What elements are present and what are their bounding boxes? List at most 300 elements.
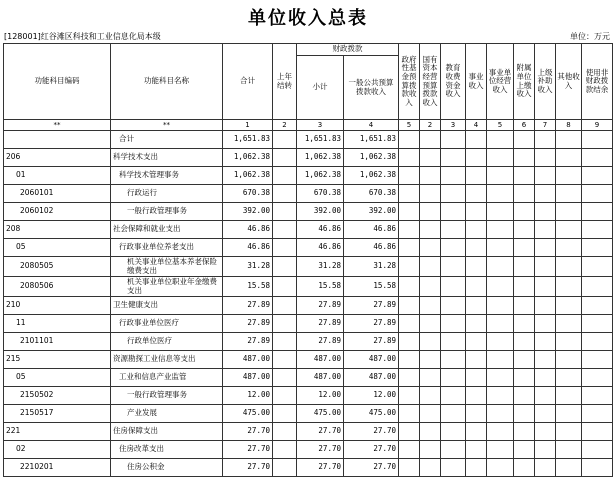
index-cell: 3 xyxy=(441,120,466,131)
cell-empty xyxy=(535,149,556,167)
cell-carryover xyxy=(273,221,297,239)
cell-empty xyxy=(399,441,420,459)
cell-subtotal: 27.70 xyxy=(297,459,344,477)
table-row xyxy=(4,185,613,203)
cell-empty xyxy=(441,131,466,149)
cell-subtotal: 27.70 xyxy=(297,423,344,441)
table-row xyxy=(4,351,613,369)
cell-empty xyxy=(535,185,556,203)
cell-empty xyxy=(420,203,441,221)
cell-code: 221 xyxy=(4,423,111,441)
cell-empty xyxy=(514,277,535,297)
cell-general-budget: 12.00 xyxy=(344,387,399,405)
cell-empty xyxy=(556,297,582,315)
cell-empty xyxy=(487,257,514,277)
table-row xyxy=(4,369,613,387)
table-row xyxy=(4,333,613,351)
header-name: 功能科目名称 xyxy=(111,44,223,120)
cell-total: 46.86 xyxy=(223,221,273,239)
cell-empty xyxy=(514,149,535,167)
cell-empty xyxy=(441,315,466,333)
table-row xyxy=(4,257,613,277)
cell-empty xyxy=(399,405,420,423)
cell-empty xyxy=(399,185,420,203)
cell-empty xyxy=(535,277,556,297)
cell-carryover xyxy=(273,405,297,423)
cell-empty xyxy=(466,441,487,459)
cell-total: 487.00 xyxy=(223,351,273,369)
cell-code: 2150502 xyxy=(4,387,111,405)
cell-empty xyxy=(514,351,535,369)
cell-empty xyxy=(399,351,420,369)
cell-empty xyxy=(399,257,420,277)
cell-empty xyxy=(466,351,487,369)
cell-name: 一般行政管理事务 xyxy=(111,203,223,221)
cell-subtotal: 27.89 xyxy=(297,315,344,333)
cell-empty xyxy=(487,277,514,297)
cell-empty xyxy=(582,315,613,333)
cell-general-budget: 27.89 xyxy=(344,297,399,315)
cell-carryover xyxy=(273,203,297,221)
header-total: 合计 xyxy=(223,44,273,120)
index-cell: 9 xyxy=(582,120,613,131)
cell-empty xyxy=(441,257,466,277)
cell-empty xyxy=(420,131,441,149)
cell-code: 01 xyxy=(4,167,111,185)
cell-empty xyxy=(441,297,466,315)
table-row xyxy=(4,423,613,441)
cell-empty xyxy=(487,131,514,149)
cell-carryover xyxy=(273,297,297,315)
cell-empty xyxy=(535,315,556,333)
cell-name: 科学技术支出 xyxy=(111,149,223,167)
cell-code: 210 xyxy=(4,297,111,315)
cell-total: 392.00 xyxy=(223,203,273,221)
table-row xyxy=(4,297,613,315)
cell-empty xyxy=(582,277,613,297)
cell-subtotal: 475.00 xyxy=(297,405,344,423)
cell-name: 行政单位医疗 xyxy=(111,333,223,351)
cell-subtotal: 12.00 xyxy=(297,387,344,405)
cell-empty xyxy=(441,203,466,221)
cell-empty xyxy=(420,441,441,459)
header-business-income: 事业收入 xyxy=(466,44,487,120)
cell-empty xyxy=(556,351,582,369)
cell-empty xyxy=(441,351,466,369)
cell-empty xyxy=(487,239,514,257)
header-state-capital: 国有资本经营预算拨款收入 xyxy=(420,44,441,120)
cell-empty xyxy=(399,387,420,405)
cell-empty xyxy=(466,297,487,315)
cell-empty xyxy=(556,459,582,477)
cell-general-budget: 31.28 xyxy=(344,257,399,277)
table-row xyxy=(4,441,613,459)
cell-carryover xyxy=(273,277,297,297)
cell-empty xyxy=(441,239,466,257)
cell-empty xyxy=(466,423,487,441)
cell-total: 1,062.38 xyxy=(223,167,273,185)
organization-label: [128001]红谷滩区科技和工业信息化局本级 xyxy=(4,32,161,41)
cell-empty xyxy=(535,297,556,315)
cell-empty xyxy=(556,369,582,387)
table-row xyxy=(4,131,613,149)
cell-name: 住房保障支出 xyxy=(111,423,223,441)
cell-empty xyxy=(399,369,420,387)
cell-empty xyxy=(487,387,514,405)
cell-empty xyxy=(556,203,582,221)
cell-empty xyxy=(487,423,514,441)
cell-empty xyxy=(487,369,514,387)
header-code: 功能科目编码 xyxy=(4,44,111,120)
cell-name: 住房改革支出 xyxy=(111,441,223,459)
table-row xyxy=(4,315,613,333)
header-gov-fund: 政府性基金预算拨款收入 xyxy=(399,44,420,120)
cell-subtotal: 31.28 xyxy=(297,257,344,277)
cell-empty xyxy=(535,257,556,277)
cell-empty xyxy=(487,297,514,315)
cell-subtotal: 1,062.38 xyxy=(297,149,344,167)
cell-total: 1,651.83 xyxy=(223,131,273,149)
cell-empty xyxy=(582,131,613,149)
cell-empty xyxy=(514,257,535,277)
cell-carryover xyxy=(273,167,297,185)
cell-general-budget: 15.58 xyxy=(344,277,399,297)
cell-empty xyxy=(466,131,487,149)
cell-empty xyxy=(466,369,487,387)
cell-empty xyxy=(399,131,420,149)
cell-empty xyxy=(487,149,514,167)
cell-empty xyxy=(514,239,535,257)
cell-empty xyxy=(466,167,487,185)
cell-empty xyxy=(487,351,514,369)
cell-code: 2080506 xyxy=(4,277,111,297)
cell-name: 卫生健康支出 xyxy=(111,297,223,315)
report-title: 单位收入总表 xyxy=(248,8,368,29)
cell-empty xyxy=(487,203,514,221)
cell-empty xyxy=(441,221,466,239)
cell-empty xyxy=(556,387,582,405)
cell-general-budget: 46.86 xyxy=(344,239,399,257)
cell-code: 206 xyxy=(4,149,111,167)
cell-empty xyxy=(466,459,487,477)
table-row xyxy=(4,149,613,167)
cell-empty xyxy=(535,221,556,239)
cell-code: 2101101 xyxy=(4,333,111,351)
cell-name: 一般行政管理事务 xyxy=(111,387,223,405)
cell-general-budget: 1,062.38 xyxy=(344,149,399,167)
cell-empty xyxy=(420,315,441,333)
header-other-income: 其他收入 xyxy=(556,44,582,120)
cell-empty xyxy=(487,185,514,203)
cell-total: 1,062.38 xyxy=(223,149,273,167)
table-row xyxy=(4,167,613,185)
cell-empty xyxy=(514,333,535,351)
cell-empty xyxy=(441,185,466,203)
cell-empty xyxy=(487,459,514,477)
cell-general-budget: 27.89 xyxy=(344,333,399,351)
cell-total: 487.00 xyxy=(223,369,273,387)
cell-general-budget: 392.00 xyxy=(344,203,399,221)
cell-empty xyxy=(441,369,466,387)
cell-carryover xyxy=(273,387,297,405)
index-cell: 4 xyxy=(466,120,487,131)
cell-empty xyxy=(487,221,514,239)
cell-general-budget: 487.00 xyxy=(344,369,399,387)
cell-name: 行政事业单位医疗 xyxy=(111,315,223,333)
cell-empty xyxy=(399,149,420,167)
cell-empty xyxy=(535,203,556,221)
cell-empty xyxy=(582,185,613,203)
cell-carryover xyxy=(273,333,297,351)
cell-empty xyxy=(466,333,487,351)
cell-empty xyxy=(582,333,613,351)
cell-code: 208 xyxy=(4,221,111,239)
cell-general-budget: 1,651.83 xyxy=(344,131,399,149)
cell-empty xyxy=(535,167,556,185)
header-fiscal-group: 财政拨款 xyxy=(297,44,399,56)
cell-empty xyxy=(420,257,441,277)
index-cell: ** xyxy=(111,120,223,131)
table-row xyxy=(4,277,613,297)
table-row xyxy=(4,221,613,239)
index-cell: ** xyxy=(4,120,111,131)
cell-total: 27.70 xyxy=(223,423,273,441)
cell-carryover xyxy=(273,239,297,257)
cell-empty xyxy=(556,333,582,351)
cell-subtotal: 1,062.38 xyxy=(297,167,344,185)
cell-name: 住房公积金 xyxy=(111,459,223,477)
cell-empty xyxy=(399,459,420,477)
cell-empty xyxy=(441,149,466,167)
cell-empty xyxy=(582,149,613,167)
cell-code xyxy=(4,131,111,149)
cell-code: 2210201 xyxy=(4,459,111,477)
cell-empty xyxy=(535,405,556,423)
cell-empty xyxy=(514,369,535,387)
cell-empty xyxy=(556,167,582,185)
index-cell: 6 xyxy=(514,120,535,131)
cell-empty xyxy=(582,167,613,185)
cell-empty xyxy=(420,167,441,185)
cell-empty xyxy=(535,459,556,477)
cell-empty xyxy=(441,423,466,441)
cell-subtotal: 487.00 xyxy=(297,351,344,369)
cell-code: 2150517 xyxy=(4,405,111,423)
cell-name: 行政运行 xyxy=(111,185,223,203)
unit-label: 单位：万元 xyxy=(570,32,610,41)
cell-subtotal: 46.86 xyxy=(297,221,344,239)
cell-empty xyxy=(441,277,466,297)
cell-subtotal: 392.00 xyxy=(297,203,344,221)
cell-empty xyxy=(535,423,556,441)
cell-empty xyxy=(556,423,582,441)
cell-empty xyxy=(441,441,466,459)
cell-empty xyxy=(487,441,514,459)
cell-empty xyxy=(514,221,535,239)
cell-empty xyxy=(582,387,613,405)
header-nonfiscal-carryover: 使用非财政拨款结余 xyxy=(582,44,613,120)
cell-total: 27.70 xyxy=(223,441,273,459)
cell-empty xyxy=(420,387,441,405)
index-cell: 4 xyxy=(344,120,399,131)
cell-empty xyxy=(420,149,441,167)
cell-empty xyxy=(582,239,613,257)
cell-empty xyxy=(399,423,420,441)
cell-total: 27.89 xyxy=(223,315,273,333)
cell-empty xyxy=(399,203,420,221)
cell-empty xyxy=(535,131,556,149)
cell-empty xyxy=(556,131,582,149)
cell-empty xyxy=(582,459,613,477)
cell-carryover xyxy=(273,149,297,167)
cell-carryover xyxy=(273,257,297,277)
cell-name: 机关事业单位职业年金缴费支出 xyxy=(111,277,223,297)
cell-empty xyxy=(399,277,420,297)
cell-carryover xyxy=(273,423,297,441)
cell-empty xyxy=(466,149,487,167)
cell-subtotal: 670.38 xyxy=(297,185,344,203)
cell-name: 行政事业单位养老支出 xyxy=(111,239,223,257)
index-cell: 2 xyxy=(420,120,441,131)
cell-code: 215 xyxy=(4,351,111,369)
table-row xyxy=(4,239,613,257)
cell-general-budget: 487.00 xyxy=(344,351,399,369)
cell-total: 27.70 xyxy=(223,459,273,477)
cell-empty xyxy=(582,257,613,277)
cell-empty xyxy=(487,405,514,423)
cell-empty xyxy=(535,333,556,351)
cell-empty xyxy=(466,387,487,405)
cell-empty xyxy=(466,221,487,239)
cell-general-budget: 670.38 xyxy=(344,185,399,203)
cell-empty xyxy=(487,315,514,333)
cell-empty xyxy=(420,459,441,477)
cell-empty xyxy=(466,203,487,221)
cell-empty xyxy=(420,277,441,297)
cell-total: 31.28 xyxy=(223,257,273,277)
cell-empty xyxy=(514,387,535,405)
cell-empty xyxy=(582,351,613,369)
cell-empty xyxy=(466,239,487,257)
cell-code: 11 xyxy=(4,315,111,333)
cell-empty xyxy=(582,297,613,315)
cell-general-budget: 27.89 xyxy=(344,315,399,333)
cell-code: 02 xyxy=(4,441,111,459)
table-row xyxy=(4,459,613,477)
cell-carryover xyxy=(273,185,297,203)
header-general-budget: 一般公共预算拨款收入 xyxy=(344,56,399,120)
cell-empty xyxy=(487,333,514,351)
cell-subtotal: 487.00 xyxy=(297,369,344,387)
cell-empty xyxy=(514,131,535,149)
cell-empty xyxy=(466,315,487,333)
cell-name: 机关事业单位基本养老保险缴费支出 xyxy=(111,257,223,277)
header-edu-fee: 教育收费资金收入 xyxy=(441,44,466,120)
index-cell: 2 xyxy=(273,120,297,131)
cell-empty xyxy=(420,185,441,203)
index-cell: 1 xyxy=(223,120,273,131)
cell-empty xyxy=(420,369,441,387)
cell-empty xyxy=(420,221,441,239)
cell-empty xyxy=(556,185,582,203)
cell-carryover xyxy=(273,131,297,149)
cell-general-budget: 27.70 xyxy=(344,423,399,441)
cell-empty xyxy=(582,221,613,239)
cell-carryover xyxy=(273,459,297,477)
cell-general-budget: 1,062.38 xyxy=(344,167,399,185)
index-cell: 8 xyxy=(556,120,582,131)
cell-empty xyxy=(466,185,487,203)
cell-subtotal: 27.70 xyxy=(297,441,344,459)
income-summary-table xyxy=(3,43,613,477)
cell-empty xyxy=(441,387,466,405)
cell-empty xyxy=(535,441,556,459)
cell-subtotal: 15.58 xyxy=(297,277,344,297)
header-superior-subsidy: 上级补助收入 xyxy=(535,44,556,120)
cell-code: 2060102 xyxy=(4,203,111,221)
cell-empty xyxy=(556,441,582,459)
cell-general-budget: 475.00 xyxy=(344,405,399,423)
cell-empty xyxy=(420,351,441,369)
cell-name: 科学技术管理事务 xyxy=(111,167,223,185)
cell-name: 资源勘探工业信息等支出 xyxy=(111,351,223,369)
cell-empty xyxy=(441,333,466,351)
cell-empty xyxy=(556,277,582,297)
cell-empty xyxy=(466,405,487,423)
cell-name: 工业和信息产业监管 xyxy=(111,369,223,387)
cell-empty xyxy=(514,405,535,423)
cell-carryover xyxy=(273,315,297,333)
cell-total: 475.00 xyxy=(223,405,273,423)
cell-empty xyxy=(535,351,556,369)
cell-empty xyxy=(399,221,420,239)
cell-empty xyxy=(420,405,441,423)
cell-carryover xyxy=(273,441,297,459)
cell-empty xyxy=(514,185,535,203)
header-business-unit-operating: 事业单位经营收入 xyxy=(487,44,514,120)
cell-empty xyxy=(582,405,613,423)
cell-empty xyxy=(514,297,535,315)
cell-subtotal: 27.89 xyxy=(297,297,344,315)
cell-empty xyxy=(535,239,556,257)
cell-carryover xyxy=(273,369,297,387)
cell-total: 46.86 xyxy=(223,239,273,257)
cell-name: 合计 xyxy=(111,131,223,149)
cell-empty xyxy=(420,423,441,441)
cell-empty xyxy=(582,423,613,441)
cell-empty xyxy=(420,239,441,257)
cell-empty xyxy=(514,203,535,221)
cell-empty xyxy=(556,221,582,239)
cell-empty xyxy=(420,333,441,351)
cell-general-budget: 27.70 xyxy=(344,459,399,477)
index-cell: 7 xyxy=(535,120,556,131)
cell-empty xyxy=(420,297,441,315)
index-cell: 3 xyxy=(297,120,344,131)
cell-empty xyxy=(399,167,420,185)
cell-empty xyxy=(535,369,556,387)
cell-empty xyxy=(535,387,556,405)
cell-total: 12.00 xyxy=(223,387,273,405)
cell-empty xyxy=(556,239,582,257)
cell-empty xyxy=(399,333,420,351)
cell-carryover xyxy=(273,351,297,369)
cell-empty xyxy=(514,315,535,333)
cell-empty xyxy=(399,239,420,257)
index-row xyxy=(4,120,613,131)
cell-total: 27.89 xyxy=(223,333,273,351)
cell-name: 产业发展 xyxy=(111,405,223,423)
